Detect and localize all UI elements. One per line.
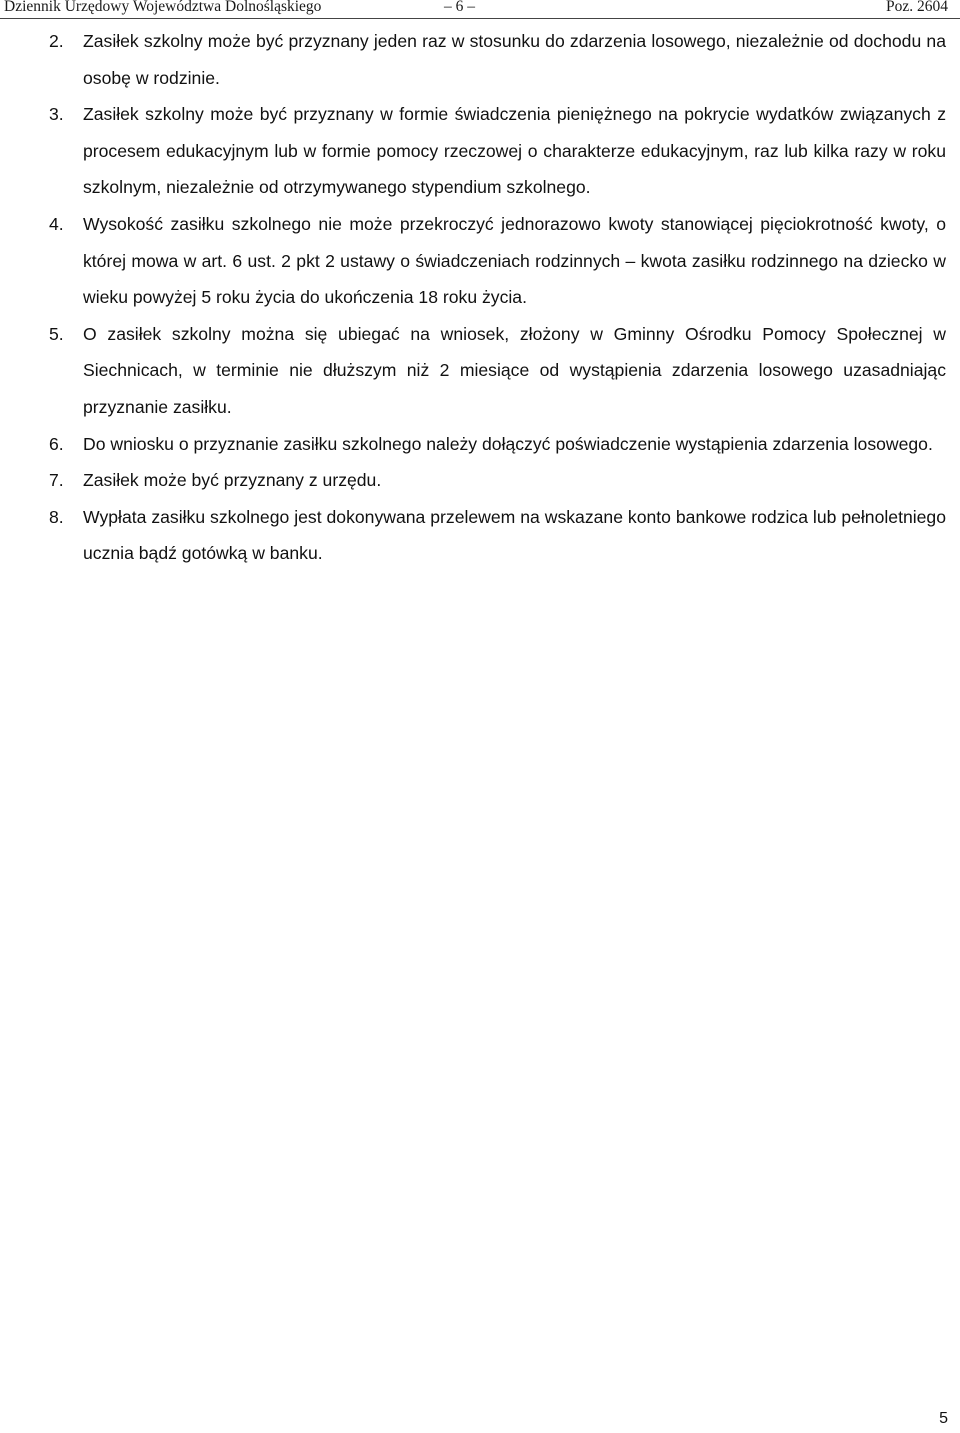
list-item	[49, 426, 946, 463]
item-number: 3.	[49, 104, 64, 125]
item-text: Zasiłek szkolny może być przyznany jeden raz w stosunku do zdarzenia losowego, niezależnie od dochodu na osobę w rodzinie.	[83, 31, 946, 88]
item-text: Wysokość zasiłku szkolnego nie może przekroczyć jednorazowo kwoty stanowiącej pięciokrotność kwoty, o której mowa w art. 6 ust. 2 pkt 2 ustawy o świadczeniach rodzinnych – kwota zasiłku rodzinnego na dziecko w wieku powyżej 5 roku życia do ukończenia 18 roku życia.	[83, 213, 946, 308]
list-item	[49, 23, 946, 96]
page-number: 5	[939, 1410, 948, 1427]
list-item	[49, 499, 946, 572]
item-text: Zasiłek może być przyznany z urzędu.	[83, 470, 382, 491]
item-text: Wypłata zasiłku szkolnego jest dokonywana przelewem na wskazane konto bankowe rodzica lub pełnoletniego ucznia bądź gotówką w banku.	[83, 506, 946, 564]
item-number: 2.	[49, 31, 64, 51]
item-number: 6.	[49, 433, 64, 454]
page-marker: – 6 –	[444, 0, 475, 15]
page-header	[0, 0, 960, 20]
item-number: 7.	[49, 470, 64, 491]
item-text: Do wniosku o przyznanie zasiłku szkolnego należy dołączyć poświadczenie wystąpienia zdarzenia losowego.	[83, 433, 933, 454]
item-number: 8.	[49, 506, 64, 527]
journal-title: Dziennik Urzędowy Województwa Dolnośląskiego	[4, 0, 322, 15]
item-text: O zasiłek szkolny można się ubiegać na wniosek, złożony w Gminny Ośrodku Pomocy Społecznej w Siechnicach, w terminie nie dłuższym niż 2 miesiące od wystąpienia zdarzenia losowego uzasadniając przyznanie zasiłku.	[83, 323, 946, 417]
list-item	[49, 462, 946, 499]
item-text: Zasiłek szkolny może być przyznany w formie świadczenia pieniężnego na pokrycie wydatków związanych z procesem edukacyjnym lub w formie pomocy rzeczowej o charakterze edukacyjnym, raz lub kilka razy w roku szkolnym, niezależnie od otrzymywanego stypendium szkolnego.	[83, 104, 946, 198]
header-rule	[0, 18, 960, 19]
item-number: 4.	[49, 213, 64, 234]
item-number: 5.	[49, 323, 64, 344]
list-item	[49, 206, 946, 316]
list-item	[49, 96, 946, 206]
list-item	[49, 316, 946, 426]
position-number: Poz. 2604	[886, 0, 948, 15]
document-body	[49, 23, 946, 572]
